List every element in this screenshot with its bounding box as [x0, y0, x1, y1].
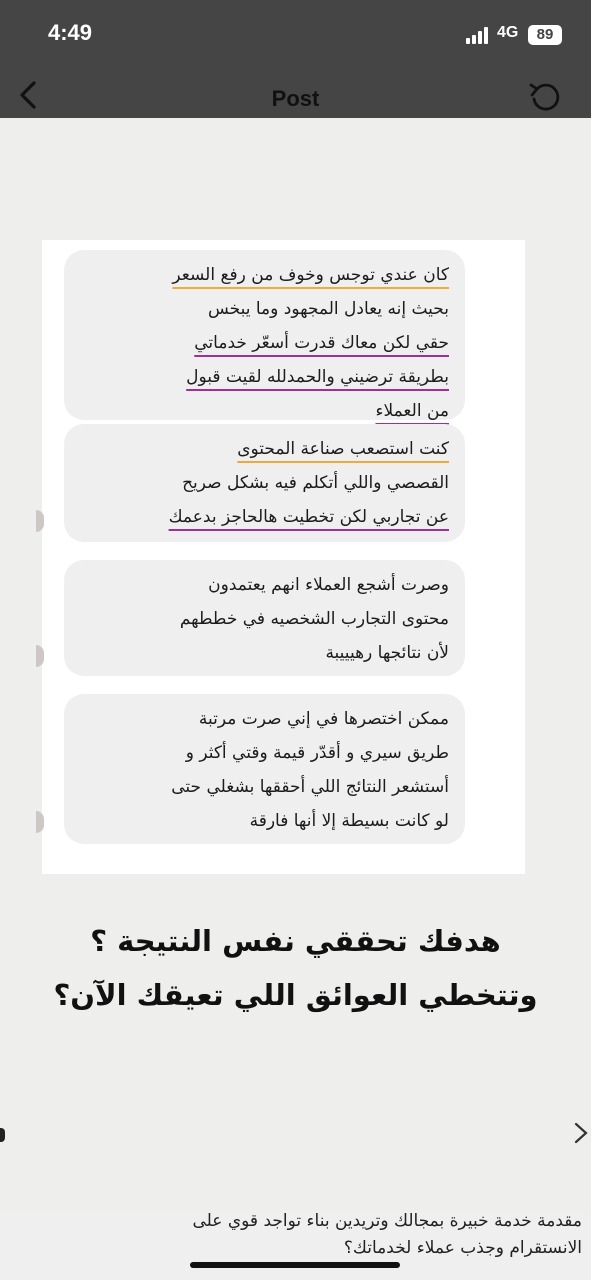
- bubble-line: كان عندي توجس وخوف من رفع السعر: [172, 265, 449, 285]
- headline-line-1: هدفك تحققي نفس النتيجة ؟: [90, 924, 501, 958]
- bubble-line: ممكن اختصرها في إني صرت مرتبة: [198, 709, 449, 729]
- post-image[interactable]: [0, 118, 591, 1210]
- bubble-line: وصرت أشجع العملاء انهم يعتمدون: [208, 575, 449, 595]
- refresh-button[interactable]: [526, 80, 564, 116]
- chat-bubble-4: [64, 694, 465, 844]
- chat-bubble-3: [64, 560, 465, 676]
- status-bar: [0, 0, 591, 60]
- carousel-edge-mark: [0, 1128, 5, 1142]
- bubble-line: بحيث إنه يعادل المجهود وما يبخس: [207, 299, 449, 319]
- bubble-line: لو كانت بسيطة إلا أنها فارقة: [249, 811, 449, 831]
- battery-level: 89: [536, 26, 554, 43]
- page-title: Post: [271, 86, 320, 111]
- bubble-line: عن تجاربي لكن تخطيت هالحاجز بدعمك: [168, 507, 449, 527]
- bubble-line: من العملاء: [375, 401, 449, 421]
- headline-line-2: وتتخطي العوائق اللي تعيقك الآن؟: [53, 978, 538, 1012]
- caption-line: الانستقرام وجذب عملاء لخدماتك؟: [343, 1238, 582, 1258]
- caption-line: مقدمة خدمة خبيرة بمجالك وتريدين بناء تواجد قوي على: [192, 1211, 582, 1231]
- bubble-line: محتوى التجارب الشخصيه في خططهم: [179, 609, 449, 629]
- bubble-line: أستشعر النتائج اللي أحققها بشغلي حتى: [171, 777, 449, 797]
- chat-screenshot-card: [42, 240, 525, 874]
- top-bar: [0, 0, 591, 118]
- bubble-line: القصصي واللي أتكلم فيه بشكل صريح: [182, 473, 449, 493]
- nav-bar: [0, 72, 591, 118]
- refresh-icon: [526, 80, 564, 116]
- network-type: 4G: [497, 24, 519, 41]
- bubble-line: لأن نتائجها رهيييبة: [325, 643, 449, 663]
- battery-icon: [528, 25, 562, 45]
- post-caption: [10, 1208, 582, 1262]
- home-indicator[interactable]: [190, 1262, 400, 1268]
- chat-bubble-1: [64, 250, 465, 420]
- status-time: 4:49: [48, 20, 93, 45]
- bubble-line: حقي لكن معاك قدرت أسعّر خدماتي: [194, 333, 449, 353]
- bubble-line: طريق سيري و أقدّر قيمة وقتي أكثر و: [185, 743, 449, 763]
- cellular-signal-icon: [466, 27, 492, 44]
- chat-bubble-2: [64, 424, 465, 542]
- chevron-right-icon[interactable]: [572, 1118, 591, 1148]
- bubble-line: كنت استصعب صناعة المحتوى: [237, 439, 449, 459]
- bubble-line: بطريقة ترضيني والحمدلله لقيت قبول: [186, 367, 449, 387]
